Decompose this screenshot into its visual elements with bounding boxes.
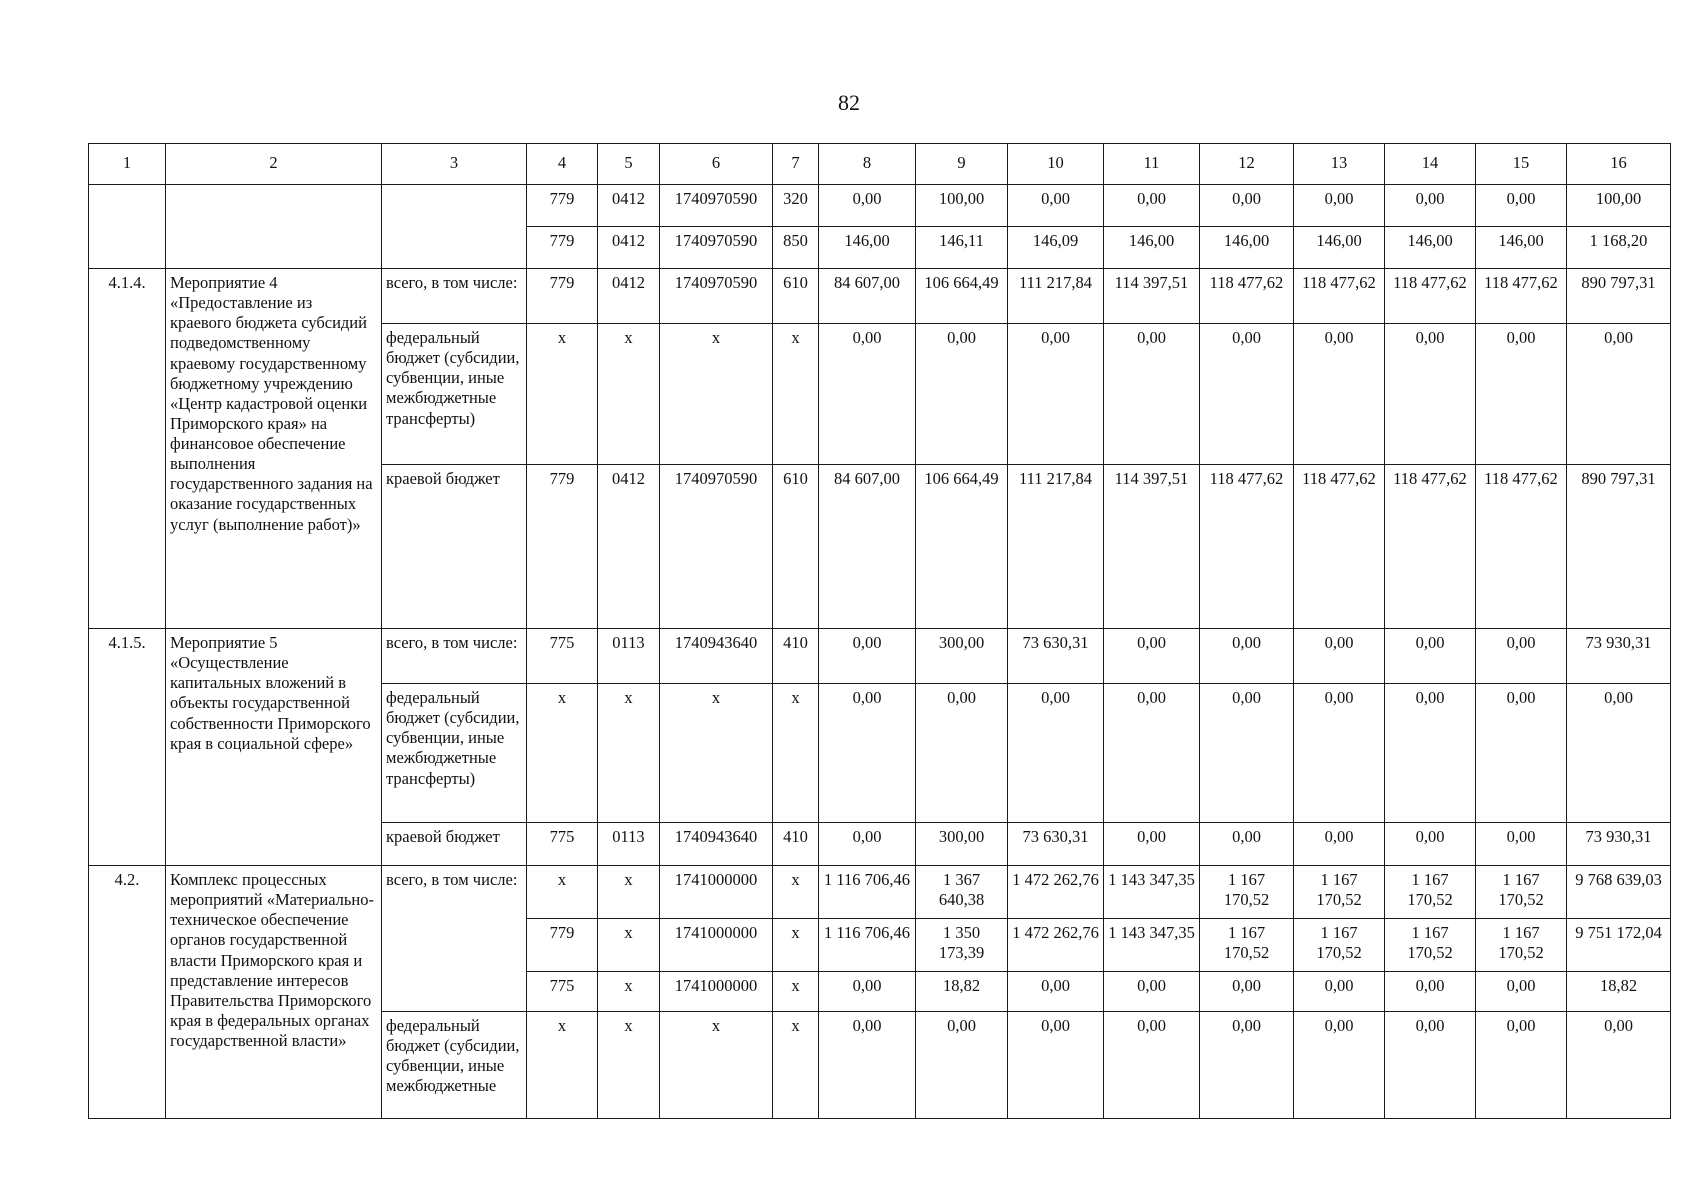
cell-value: 0,00 [1385, 972, 1476, 1012]
cell-c5: x [598, 324, 660, 465]
cell-c6: 1740970590 [660, 465, 773, 629]
cell-value: 118 477,62 [1385, 465, 1476, 629]
cell-value: 0,00 [916, 1012, 1008, 1119]
cell-total: 890 797,31 [1567, 465, 1671, 629]
cell-value: 1 167 170,52 [1476, 919, 1567, 972]
cell-c7: 850 [773, 227, 819, 269]
cell-value: 118 477,62 [1200, 269, 1294, 324]
cell-value: 0,00 [819, 823, 916, 866]
header-cell: 8 [819, 144, 916, 185]
cell-value: 118 477,62 [1200, 465, 1294, 629]
cell-source: краевой бюджет [382, 823, 527, 866]
cell-c6: x [660, 684, 773, 823]
cell-number: 4.2. [89, 866, 166, 1119]
cell-value: 1 167 170,52 [1294, 919, 1385, 972]
cell-value: 0,00 [1008, 684, 1104, 823]
cell-value: 0,00 [1385, 1012, 1476, 1119]
cell-value: 0,00 [1476, 684, 1567, 823]
cell-c7: 320 [773, 185, 819, 227]
cell-c4: x [527, 866, 598, 919]
cell-source: всего, в том числе: [382, 866, 527, 1012]
header-cell: 12 [1200, 144, 1294, 185]
cell-value: 1 472 262,76 [1008, 866, 1104, 919]
cell-c6: x [660, 1012, 773, 1119]
cell-total: 100,00 [1567, 185, 1671, 227]
cell-value: 146,00 [1200, 227, 1294, 269]
cell-value: 0,00 [1008, 972, 1104, 1012]
cell-value: 0,00 [1200, 823, 1294, 866]
cell-number: 4.1.5. [89, 629, 166, 866]
cell-c4: 775 [527, 629, 598, 684]
cell-value: 100,00 [916, 185, 1008, 227]
cell-number: 4.1.4. [89, 269, 166, 629]
cell-value: 1 143 347,35 [1104, 866, 1200, 919]
cell-c7: 610 [773, 465, 819, 629]
cell-value: 1 472 262,76 [1008, 919, 1104, 972]
cell-total: 18,82 [1567, 972, 1671, 1012]
header-cell: 7 [773, 144, 819, 185]
cell-value: 0,00 [1200, 1012, 1294, 1119]
cell-value: 0,00 [1104, 972, 1200, 1012]
cell-c7: x [773, 324, 819, 465]
cell-source: всего, в том числе: [382, 269, 527, 324]
cell-c5: 0412 [598, 269, 660, 324]
cell-value: 0,00 [1200, 684, 1294, 823]
table-row [89, 866, 1671, 919]
cell-value: 0,00 [1294, 972, 1385, 1012]
cell-value: 114 397,51 [1104, 465, 1200, 629]
cell-value: 0,00 [1476, 823, 1567, 866]
cell-value: 0,00 [1294, 684, 1385, 823]
cell-value: 0,00 [1200, 185, 1294, 227]
cell-total: 0,00 [1567, 324, 1671, 465]
cell-value: 0,00 [1476, 324, 1567, 465]
cell-total: 9 751 172,04 [1567, 919, 1671, 972]
cell-value: 114 397,51 [1104, 269, 1200, 324]
cell-c6: 1741000000 [660, 866, 773, 919]
cell-value: 18,82 [916, 972, 1008, 1012]
cell-c6: 1740943640 [660, 629, 773, 684]
header-cell: 13 [1294, 144, 1385, 185]
cell-value: 0,00 [1104, 684, 1200, 823]
cell-value: 0,00 [1200, 972, 1294, 1012]
cell-value: 0,00 [1200, 629, 1294, 684]
cell-value: 0,00 [1385, 684, 1476, 823]
cell-value: 0,00 [1104, 629, 1200, 684]
cell-source [382, 185, 527, 269]
cell-value: 0,00 [819, 1012, 916, 1119]
cell-c7: 410 [773, 823, 819, 866]
cell-value: 118 477,62 [1385, 269, 1476, 324]
cell-value: 0,00 [819, 629, 916, 684]
cell-c5: 0113 [598, 629, 660, 684]
cell-value: 300,00 [916, 823, 1008, 866]
cell-value: 0,00 [1476, 185, 1567, 227]
cell-value: 146,00 [819, 227, 916, 269]
cell-c5: 0412 [598, 465, 660, 629]
header-row [89, 144, 1671, 185]
header-cell: 9 [916, 144, 1008, 185]
cell-value: 146,00 [1476, 227, 1567, 269]
cell-value: 300,00 [916, 629, 1008, 684]
cell-c7: x [773, 1012, 819, 1119]
cell-value: 146,09 [1008, 227, 1104, 269]
cell-value: 0,00 [819, 972, 916, 1012]
cell-value: 0,00 [1385, 185, 1476, 227]
header-cell: 1 [89, 144, 166, 185]
cell-value: 0,00 [1385, 823, 1476, 866]
cell-value: 1 167 170,52 [1385, 866, 1476, 919]
cell-value: 106 664,49 [916, 269, 1008, 324]
cell-source: федеральный бюджет (субсидии, субвенции, иные межбюджетные трансферты) [382, 684, 527, 823]
cell-c7: 410 [773, 629, 819, 684]
table-row [89, 269, 1671, 324]
cell-value: 0,00 [1104, 324, 1200, 465]
cell-c4: 779 [527, 269, 598, 324]
cell-name [166, 185, 382, 269]
cell-value: 1 167 170,52 [1476, 866, 1567, 919]
cell-c5: x [598, 684, 660, 823]
cell-c7: x [773, 684, 819, 823]
cell-value: 1 116 706,46 [819, 919, 916, 972]
cell-name: Мероприятие 5 «Осуществление капитальных вложений в объекты государственной собственности Приморского края в социальной сфере» [166, 629, 382, 866]
cell-value: 1 143 347,35 [1104, 919, 1200, 972]
cell-total: 9 768 639,03 [1567, 866, 1671, 919]
cell-c4: 779 [527, 919, 598, 972]
cell-value: 0,00 [916, 324, 1008, 465]
cell-c4: 779 [527, 227, 598, 269]
cell-value: 0,00 [1008, 1012, 1104, 1119]
cell-c4: 779 [527, 185, 598, 227]
table-row [89, 629, 1671, 684]
cell-value: 0,00 [1008, 324, 1104, 465]
cell-value: 0,00 [1385, 324, 1476, 465]
budget-table [88, 143, 1671, 1119]
cell-value: 111 217,84 [1008, 465, 1104, 629]
cell-total: 0,00 [1567, 684, 1671, 823]
cell-source: федеральный бюджет (субсидии, субвенции, иные межбюджетные трансферты) [382, 324, 527, 465]
cell-c6: 1740970590 [660, 227, 773, 269]
cell-total: 0,00 [1567, 1012, 1671, 1119]
header-cell: 11 [1104, 144, 1200, 185]
header-cell: 6 [660, 144, 773, 185]
cell-c5: 0113 [598, 823, 660, 866]
cell-value: 146,00 [1104, 227, 1200, 269]
cell-value: 1 116 706,46 [819, 866, 916, 919]
cell-value: 0,00 [819, 684, 916, 823]
header-cell: 15 [1476, 144, 1567, 185]
cell-c6: 1741000000 [660, 919, 773, 972]
cell-c6: 1740970590 [660, 269, 773, 324]
cell-value: 0,00 [1008, 185, 1104, 227]
cell-value: 0,00 [1294, 324, 1385, 465]
cell-name: Мероприятие 4 «Предоставление из краевого бюджета субсидий подведомственному краевому государственному бюджетному учреждению «Центр кадастровой оценки Приморского края» на финансовое обеспечение выполнения государственного задания на оказание государственных услуг (выполнение работ)» [166, 269, 382, 629]
cell-value: 84 607,00 [819, 269, 916, 324]
header-cell: 10 [1008, 144, 1104, 185]
header-cell: 14 [1385, 144, 1476, 185]
cell-value: 73 630,31 [1008, 823, 1104, 866]
header-cell: 16 [1567, 144, 1671, 185]
cell-value: 0,00 [916, 684, 1008, 823]
cell-number [89, 185, 166, 269]
cell-value: 1 167 170,52 [1200, 919, 1294, 972]
cell-value: 0,00 [1104, 185, 1200, 227]
cell-total: 73 930,31 [1567, 629, 1671, 684]
cell-value: 0,00 [819, 185, 916, 227]
cell-c6: 1741000000 [660, 972, 773, 1012]
cell-source: всего, в том числе: [382, 629, 527, 684]
cell-value: 0,00 [1476, 1012, 1567, 1119]
cell-value: 84 607,00 [819, 465, 916, 629]
cell-value: 0,00 [1476, 629, 1567, 684]
cell-value: 0,00 [1476, 972, 1567, 1012]
cell-c7: x [773, 866, 819, 919]
page-number: 82 [838, 90, 860, 115]
cell-value: 118 477,62 [1476, 269, 1567, 324]
cell-value: 0,00 [1294, 629, 1385, 684]
header-cell: 4 [527, 144, 598, 185]
cell-c5: x [598, 866, 660, 919]
cell-value: 1 367 640,38 [916, 866, 1008, 919]
cell-value: 1 167 170,52 [1200, 866, 1294, 919]
header-cell: 2 [166, 144, 382, 185]
cell-c7: x [773, 919, 819, 972]
cell-name: Комплекс процессных мероприятий «Материально-техническое обеспечение органов государственной власти Приморского края и представление интересов Правительства Приморского края в федеральных органах государственной власти» [166, 866, 382, 1119]
cell-value: 0,00 [1104, 1012, 1200, 1119]
cell-total: 1 168,20 [1567, 227, 1671, 269]
cell-value: 118 477,62 [1294, 269, 1385, 324]
cell-c6: 1740943640 [660, 823, 773, 866]
cell-c4: x [527, 324, 598, 465]
header-cell: 5 [598, 144, 660, 185]
cell-c5: 0412 [598, 227, 660, 269]
cell-value: 0,00 [1294, 185, 1385, 227]
cell-value: 106 664,49 [916, 465, 1008, 629]
cell-c7: 610 [773, 269, 819, 324]
cell-c6: 1740970590 [660, 185, 773, 227]
cell-value: 118 477,62 [1476, 465, 1567, 629]
cell-source: краевой бюджет [382, 465, 527, 629]
cell-value: 118 477,62 [1294, 465, 1385, 629]
cell-total: 73 930,31 [1567, 823, 1671, 866]
cell-c6: x [660, 324, 773, 465]
cell-c5: 0412 [598, 185, 660, 227]
cell-value: 111 217,84 [1008, 269, 1104, 324]
cell-value: 146,11 [916, 227, 1008, 269]
cell-c5: x [598, 972, 660, 1012]
cell-value: 0,00 [1104, 823, 1200, 866]
cell-value: 0,00 [1294, 1012, 1385, 1119]
cell-c5: x [598, 919, 660, 972]
cell-c4: 779 [527, 465, 598, 629]
cell-value: 146,00 [1385, 227, 1476, 269]
cell-c4: x [527, 1012, 598, 1119]
cell-c4: 775 [527, 972, 598, 1012]
table-row [89, 185, 1671, 227]
header-cell: 3 [382, 144, 527, 185]
cell-value: 0,00 [819, 324, 916, 465]
cell-value: 0,00 [1294, 823, 1385, 866]
cell-total: 890 797,31 [1567, 269, 1671, 324]
cell-value: 0,00 [1200, 324, 1294, 465]
cell-value: 1 167 170,52 [1294, 866, 1385, 919]
cell-c4: x [527, 684, 598, 823]
cell-value: 146,00 [1294, 227, 1385, 269]
cell-source: федеральный бюджет (субсидии, субвенции, иные межбюджетные [382, 1012, 527, 1119]
cell-c4: 775 [527, 823, 598, 866]
cell-value: 73 630,31 [1008, 629, 1104, 684]
cell-c5: x [598, 1012, 660, 1119]
cell-value: 1 167 170,52 [1385, 919, 1476, 972]
cell-c7: x [773, 972, 819, 1012]
cell-value: 1 350 173,39 [916, 919, 1008, 972]
cell-value: 0,00 [1385, 629, 1476, 684]
